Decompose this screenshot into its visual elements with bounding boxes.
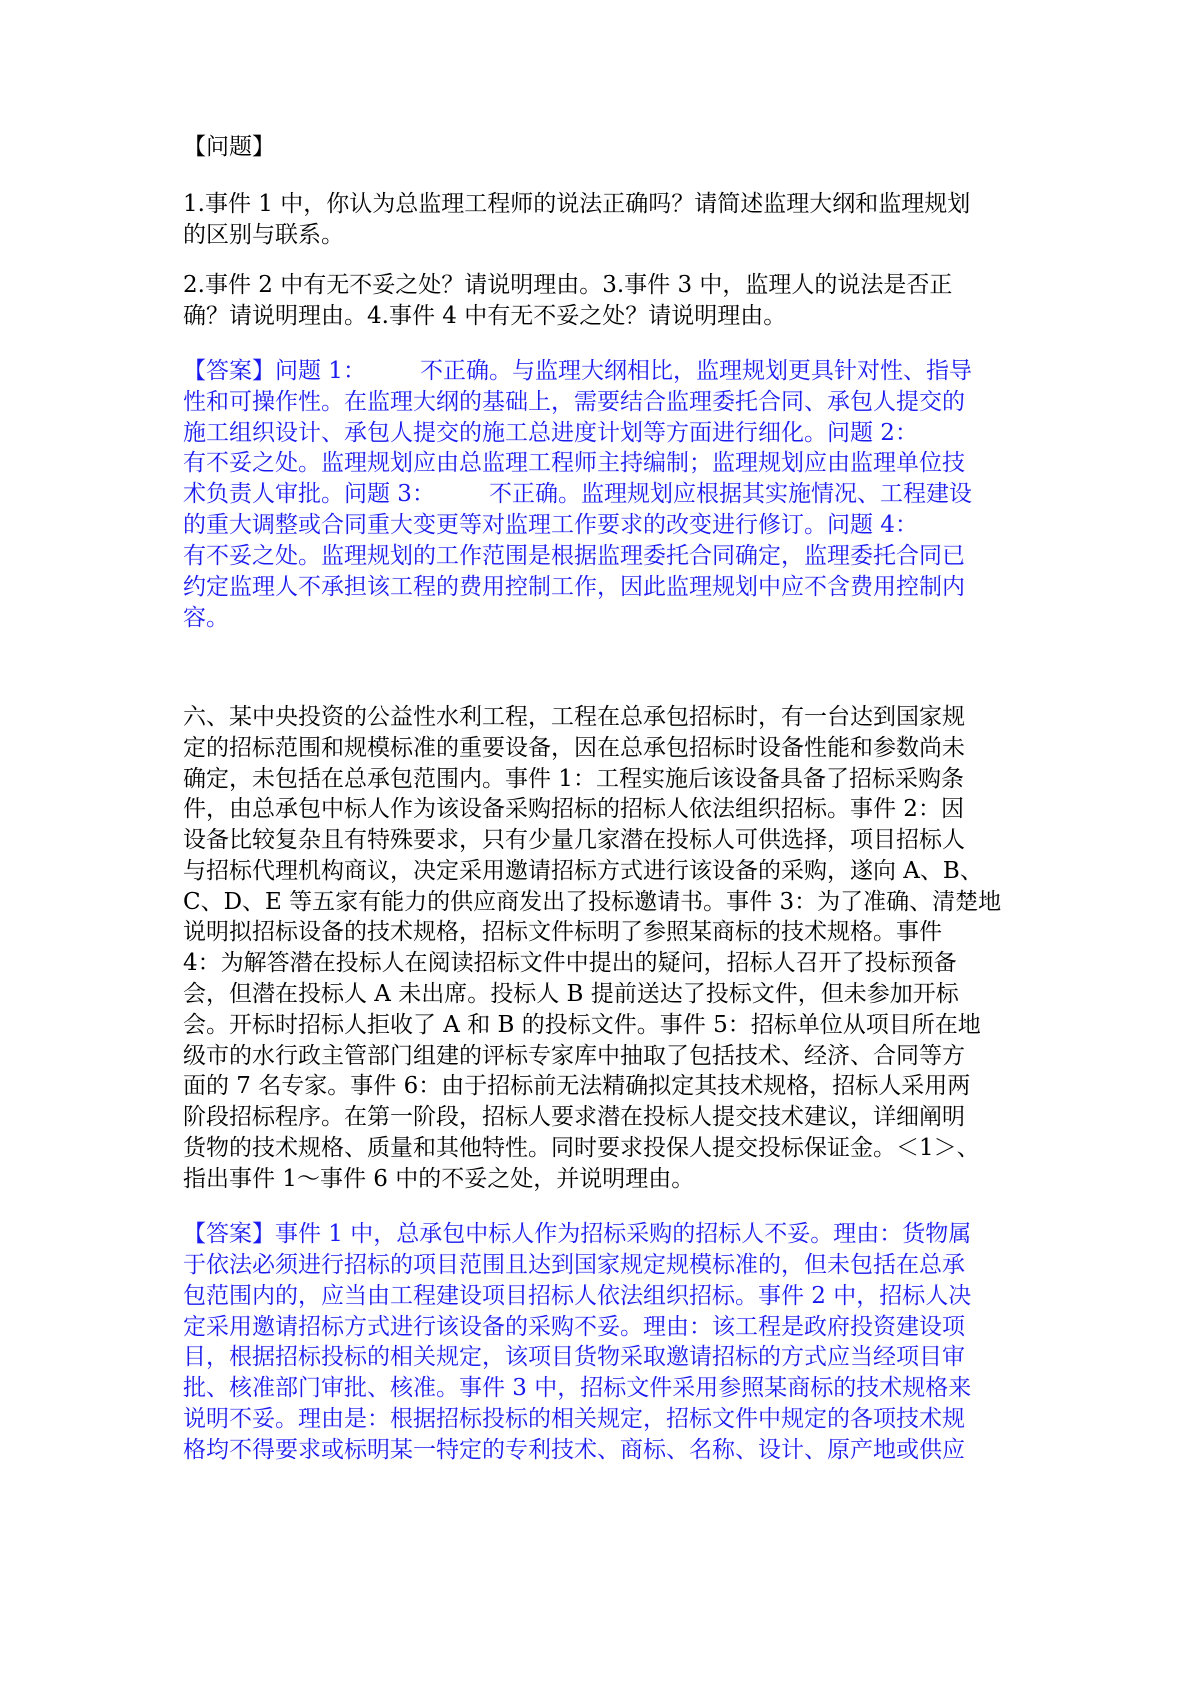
section-line: 件，由总承包中标人作为该设备采购招标的招标人依法组织招标。事件 2：因 (183, 796, 964, 822)
section-line: 会，但潜在投标人 A 未出席。投标人 B 提前送达了投标文件，但未参加开标 (183, 981, 959, 1007)
question-line: 确？请说明理由。4.事件 4 中有无不妥之处？请说明理由。 (183, 303, 787, 329)
section-line: 六、某中央投资的公益性水利工程，工程在总承包招标时，有一台达到国家规 (183, 704, 965, 730)
answer-line: 包范围内的，应当由工程建设项目招标人依法组织招标。事件 2 中，招标人决 (183, 1283, 972, 1309)
section-line: 阶段招标程序。在第一阶段，招标人要求潜在投标人提交技术建议，详细阐明 (183, 1104, 965, 1130)
answer-line: 的重大调整或合同重大变更等对监理工作要求的改变进行修订。问题 4： (183, 512, 918, 538)
section-line: 定的招标范围和规模标准的重要设备，因在总承包招标时设备性能和参数尚未 (183, 735, 965, 761)
answer-line: 批、核准部门审批、核准。事件 3 中，招标文件采用参照某商标的技术规格来 (183, 1375, 972, 1401)
answer-line: 【答案】事件 1 中，总承包中标人作为招标采购的招标人不妥。理由：货物属 (183, 1221, 972, 1247)
answer-line: 有不妥之处。监理规划的工作范围是根据监理委托合同确定，监理委托合同已 (183, 543, 965, 569)
answer-line: 于依法必须进行招标的项目范围且达到国家规定规模标准的，但未包括在总承 (183, 1252, 965, 1278)
section-line: 面的 7 名专家。事件 6：由于招标前无法精确拟定其技术规格，招标人采用两 (183, 1073, 971, 1099)
answer-line: 容。 (183, 605, 229, 631)
answer-line: 说明不妥。理由是：根据招标投标的相关规定，招标文件中规定的各项技术规 (183, 1406, 965, 1432)
question-line: 1.事件 1 中，你认为总监理工程师的说法正确吗？请简述监理大纲和监理规划 (183, 191, 971, 217)
answer-line: 格均不得要求或标明某一特定的专利技术、商标、名称、设计、原产地或供应 (183, 1437, 965, 1463)
answer-text: 不正确。与监理大纲相比，监理规划更具针对性、指导 (419, 358, 972, 384)
answer-text: 不正确。监理规划应根据其实施情况、工程建设 (488, 481, 972, 507)
question-line: 2.事件 2 中有无不妥之处？请说明理由。3.事件 3 中，监理人的说法是否正 (183, 272, 953, 298)
section-line: 指出事件 1～事件 6 中的不妥之处，并说明理由。 (183, 1166, 695, 1192)
section-line: 4：为解答潜在投标人在阅读招标文件中提出的疑问，招标人召开了投标预备 (183, 950, 957, 976)
answer-line (183, 479, 972, 509)
question-header: 【问题】 (183, 134, 275, 160)
answer-line: 施工组织设计、承包人提交的施工总进度计划等方面进行细化。问题 2： (183, 420, 918, 446)
section-line: C、D、E 等五家有能力的供应商发出了投标邀请书。事件 3：为了准确、清楚地 (183, 889, 1002, 915)
answer-line (183, 356, 972, 386)
answer-line: 定采用邀请招标方式进行该设备的采购不妥。理由：该工程是政府投资建设项 (183, 1314, 965, 1340)
answer-line: 性和可操作性。在监理大纲的基础上，需要结合监理委托合同、承包人提交的 (183, 389, 965, 415)
answer-line: 目，根据招标投标的相关规定，该项目货物采取邀请招标的方式应当经项目审 (183, 1344, 965, 1370)
answer-label: 【答案】问题 1： (183, 358, 366, 384)
answer-line: 有不妥之处。监理规划应由总监理工程师主持编制；监理规划应由监理单位技 (183, 450, 965, 476)
section-line: 会。开标时招标人拒收了 A 和 B 的投标文件。事件 5：招标单位从项目所在地 (183, 1012, 981, 1038)
section-line: 确定，未包括在总承包范围内。事件 1：工程实施后该设备具备了招标采购条 (183, 766, 964, 792)
section-line: 与招标代理机构商议，决定采用邀请招标方式进行该设备的采购，遂向 A、B、 (183, 858, 983, 884)
section-line: 货物的技术规格、质量和其他特性。同时要求投保人提交投标保证金。＜1＞、 (183, 1135, 980, 1161)
question-line: 的区别与联系。 (183, 222, 344, 248)
answer-text: 术负责人审批。问题 3： (183, 481, 435, 507)
section-line: 级市的水行政主管部门组建的评标专家库中抽取了包括技术、经济、合同等方 (183, 1043, 965, 1069)
section-line: 说明拟招标设备的技术规格，招标文件标明了参照某商标的技术规格。事件 (183, 919, 942, 945)
document-page (183, 0, 1013, 1684)
section-line: 设备比较复杂且有特殊要求，只有少量几家潜在投标人可供选择，项目招标人 (183, 827, 965, 853)
answer-line: 约定监理人不承担该工程的费用控制工作，因此监理规划中应不含费用控制内 (183, 574, 965, 600)
